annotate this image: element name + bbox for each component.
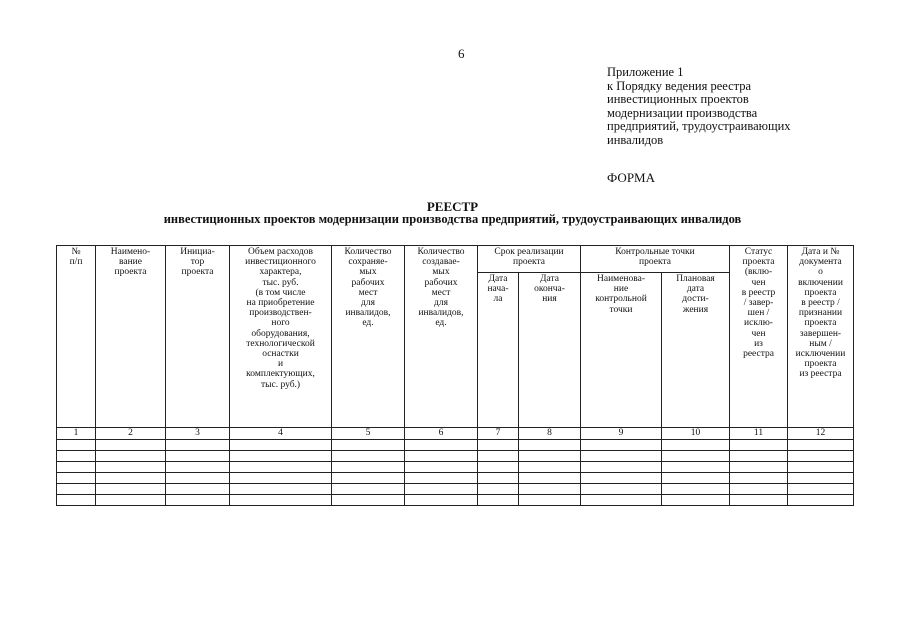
empty-cell [730, 462, 788, 473]
empty-cell [730, 473, 788, 484]
header-cell [478, 246, 581, 273]
header-initiator: Инициа- тор проекта [180, 247, 215, 278]
empty-cell [230, 473, 332, 484]
header-cell [478, 273, 519, 428]
header-end-date: Дата оконча- ния [534, 274, 565, 305]
header-cell [405, 246, 478, 428]
header-cell [519, 273, 581, 428]
empty-cell [405, 473, 478, 484]
empty-cell [730, 484, 788, 495]
empty-cell [730, 451, 788, 462]
appendix-block [607, 66, 887, 147]
empty-cell [96, 462, 166, 473]
empty-cell [96, 495, 166, 506]
appendix-line: модернизации производства [607, 105, 758, 120]
empty-cell [581, 462, 662, 473]
empty-cell [478, 473, 519, 484]
register-table [56, 245, 854, 506]
empty-cell [519, 473, 581, 484]
empty-cell [478, 484, 519, 495]
header-cell [662, 273, 730, 428]
empty-cell [166, 451, 230, 462]
page-number: 6 [458, 46, 465, 61]
header-cell [230, 246, 332, 428]
empty-cell [662, 473, 730, 484]
header-planned-date: Плановая дата дости- жения [676, 274, 715, 315]
empty-cell [230, 440, 332, 451]
empty-cell [405, 440, 478, 451]
header-cell [57, 246, 96, 428]
empty-cell [519, 462, 581, 473]
empty-cell [96, 484, 166, 495]
empty-cell [730, 495, 788, 506]
empty-cell [478, 462, 519, 473]
empty-cell [166, 484, 230, 495]
empty-cell [730, 440, 788, 451]
header-implementation-period: Срок реализации проекта [494, 247, 564, 268]
empty-cell [332, 451, 405, 462]
column-number: 12 [788, 428, 854, 440]
empty-cell [519, 440, 581, 451]
empty-cell [788, 462, 854, 473]
empty-cell [405, 484, 478, 495]
empty-cell [230, 484, 332, 495]
empty-cell [519, 451, 581, 462]
empty-cell [405, 495, 478, 506]
empty-cell [57, 473, 96, 484]
empty-cell [230, 451, 332, 462]
form-label: ФОРМА [607, 170, 655, 185]
empty-row [57, 495, 854, 506]
empty-cell [405, 451, 478, 462]
empty-cell [166, 473, 230, 484]
empty-cell [581, 495, 662, 506]
header-start-date: Дата нача- ла [487, 274, 509, 305]
header-cell [788, 246, 854, 428]
empty-row [57, 484, 854, 495]
empty-cell [478, 451, 519, 462]
header-cell [96, 246, 166, 428]
empty-row [57, 451, 854, 462]
empty-cell [581, 440, 662, 451]
empty-cell [662, 440, 730, 451]
column-number: 8 [519, 428, 581, 440]
empty-row [57, 473, 854, 484]
empty-cell [405, 462, 478, 473]
empty-cell [519, 484, 581, 495]
column-number: 4 [230, 428, 332, 440]
empty-cell [662, 484, 730, 495]
header-cell [166, 246, 230, 428]
column-number: 11 [730, 428, 788, 440]
empty-cell [478, 440, 519, 451]
column-number: 2 [96, 428, 166, 440]
empty-cell [788, 440, 854, 451]
empty-cell [57, 484, 96, 495]
column-number: 10 [662, 428, 730, 440]
empty-cell [662, 495, 730, 506]
header-cell [730, 246, 788, 428]
header-status: Статус проекта (вклю- чен в реестр / завер- шен / исклю- чен из реестра [741, 247, 776, 360]
empty-cell [57, 495, 96, 506]
empty-cell [332, 495, 405, 506]
column-number: 1 [57, 428, 96, 440]
appendix-line: инвестиционных проектов [607, 92, 749, 106]
empty-cell [788, 495, 854, 506]
column-number: 3 [166, 428, 230, 440]
document-title: РЕЕСТР [426, 199, 479, 214]
empty-cell [788, 484, 854, 495]
empty-cell [166, 440, 230, 451]
empty-cell [332, 462, 405, 473]
header-cell [332, 246, 405, 428]
empty-cell [581, 473, 662, 484]
empty-cell [332, 473, 405, 484]
empty-cell [96, 440, 166, 451]
column-number: 5 [332, 428, 405, 440]
empty-cell [662, 451, 730, 462]
header-cell [581, 246, 730, 273]
header-control-point-name: Наименова- ние контрольной точки [595, 274, 647, 315]
empty-cell [332, 440, 405, 451]
empty-cell [519, 495, 581, 506]
header-row-1 [57, 246, 854, 273]
header-project-name: Наимено- вание проекта [110, 247, 151, 278]
empty-cell [230, 495, 332, 506]
empty-cell [230, 462, 332, 473]
empty-cell [788, 473, 854, 484]
header-created-jobs: Количество создавае- мых рабочих мест для инвалидов, ед. [417, 247, 465, 329]
empty-row [57, 440, 854, 451]
column-number: 6 [405, 428, 478, 440]
empty-cell [57, 451, 96, 462]
appendix-line: инвалидов [607, 132, 664, 147]
header-number: № п/п [69, 247, 83, 268]
empty-cell [166, 462, 230, 473]
empty-cell [166, 495, 230, 506]
appendix-line: предприятий, трудоустраивающих [607, 119, 791, 133]
empty-cell [478, 495, 519, 506]
header-preserved-jobs: Количество сохраняе- мых рабочих мест для инвалидов, ед. [344, 247, 392, 329]
empty-cell [332, 484, 405, 495]
document-subtitle: инвестиционных проектов модернизации производства предприятий, трудоустраивающих инвалидов [163, 212, 742, 226]
empty-cell [57, 462, 96, 473]
empty-cell [57, 440, 96, 451]
column-number: 9 [581, 428, 662, 440]
column-number: 7 [478, 428, 519, 440]
empty-cell [581, 484, 662, 495]
header-document: Дата и № документа о включении проекта в реестр / признании проекта завершен- ным / исключении проекта из реестра [795, 247, 846, 380]
appendix-line: к Порядку ведения реестра [607, 78, 752, 93]
empty-cell [96, 451, 166, 462]
header-investment-volume: Объем расходов инвестиционного характера, тыс. руб. (в том числе на приобретение производствен- ного оборудования, технологической оснастки и комплектующих, тыс. руб.) [245, 247, 316, 390]
empty-cell [788, 451, 854, 462]
header-cell [581, 273, 662, 428]
empty-cell [662, 462, 730, 473]
column-number-row [57, 428, 854, 440]
empty-row [57, 462, 854, 473]
empty-cell [581, 451, 662, 462]
header-control-points: Контрольные точки проекта [615, 247, 695, 268]
empty-cell [96, 473, 166, 484]
appendix-line: Приложение 1 [607, 65, 684, 79]
